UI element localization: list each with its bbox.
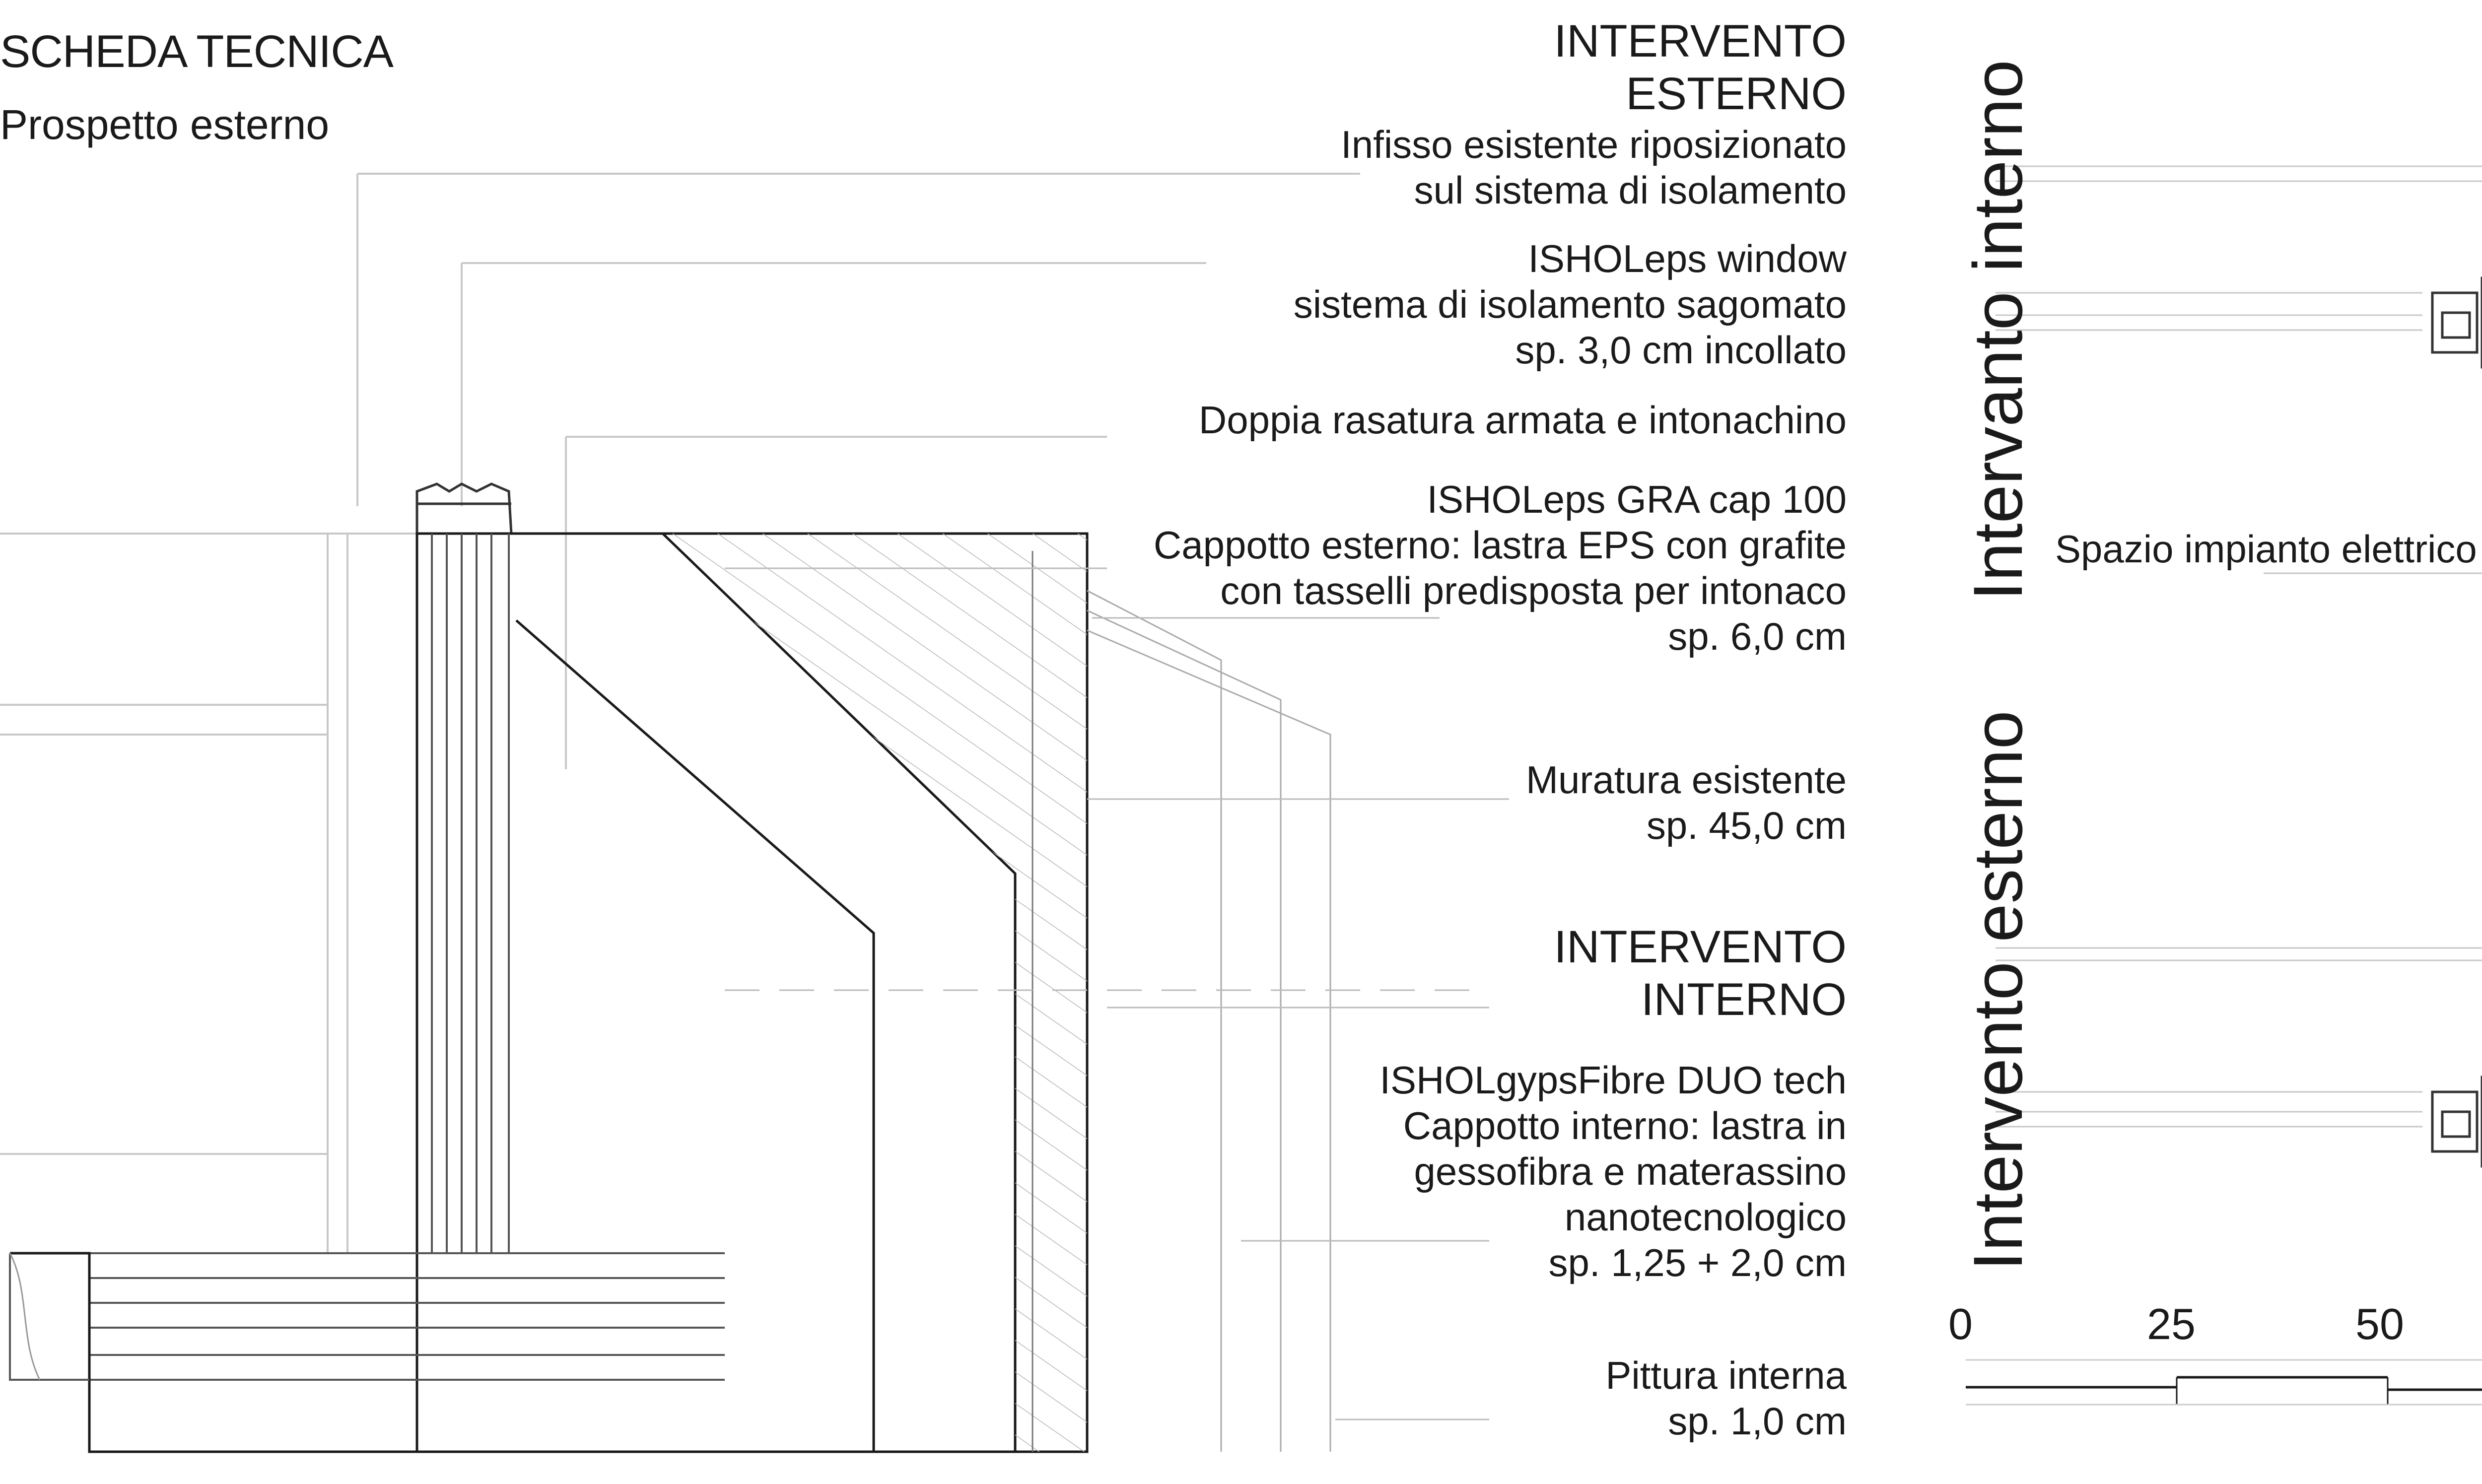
vertical-label-intervento-esterno: Intervento esterno bbox=[1959, 710, 2037, 1271]
gypsfibre-label-left: ISHOLgypsFibre DUO tech Cappotto interno: lastra in gessofibra e materassino nanotecnologico sp. 1,25 + 2,0 cm bbox=[1379, 1058, 1847, 1284]
isholeps-window-label: ISHOLeps window sistema di isolamento sagomato sp. 3,0 cm incollato bbox=[1293, 237, 1847, 372]
page-title: SCHEDA TECNICA bbox=[0, 26, 394, 77]
rasatura-label: Doppia rasatura armata e intonachino bbox=[1198, 398, 1847, 442]
scale-label-25: 25 bbox=[2147, 1299, 2196, 1349]
intervento-esterno-heading: INTERVENTO ESTERNO bbox=[1554, 16, 1847, 119]
scale-bar bbox=[1966, 1360, 2482, 1405]
vertical-label-intervanto-interno: Intervanto interno bbox=[1959, 60, 2037, 601]
scale-label-50: 50 bbox=[2355, 1299, 2404, 1349]
infisso-label: Infisso esistente riposizionato sul sistema di isolamento bbox=[1341, 123, 1847, 212]
pittura-label: Pittura interna sp. 1,0 cm bbox=[1605, 1353, 1847, 1443]
scale-label-0: 0 bbox=[1948, 1299, 1973, 1349]
muratura-label-left: Muratura esistente sp. 45,0 cm bbox=[1526, 758, 1847, 847]
intervento-interno-heading: INTERVENTO INTERNO bbox=[1554, 922, 1847, 1025]
spazio-impianto-label: Spazio impianto elettrico bbox=[2055, 527, 2477, 571]
page-subtitle: Prospetto esterno bbox=[0, 101, 330, 148]
sill-profile bbox=[417, 484, 511, 534]
bottom-detail-drawing bbox=[1996, 720, 2482, 1276]
gra-cap-label: ISHOLeps GRA cap 100 Cappotto esterno: lastra EPS con grafite con tasselli predisposta per intonaco sp. 6,0 cm bbox=[1153, 477, 1847, 658]
